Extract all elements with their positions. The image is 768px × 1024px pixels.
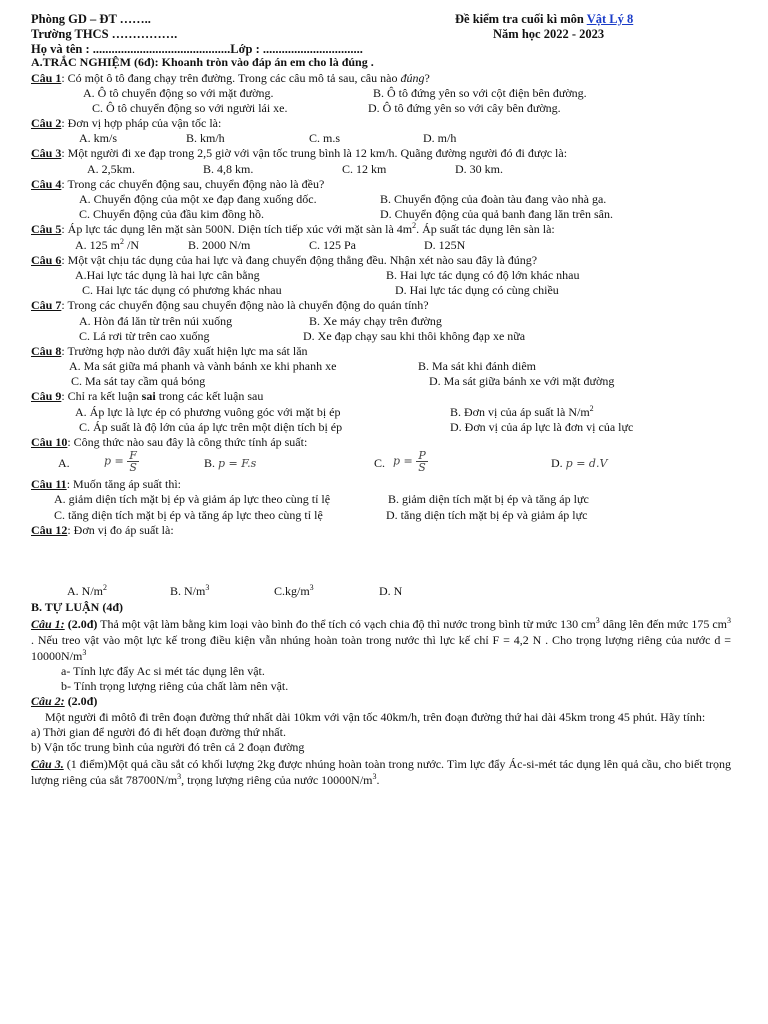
- options-row: [31, 359, 731, 374]
- question-3: [31, 146, 731, 161]
- option-c[interactable]: [374, 456, 385, 471]
- option-a[interactable]: A.Hai lực tác dụng là hai lực cân bằng: [75, 267, 260, 282]
- option-d-letter: D.: [551, 456, 563, 471]
- question-number: Câu 5: [31, 222, 62, 237]
- options-row: [31, 420, 731, 435]
- question-number: Câu 3: [31, 146, 62, 161]
- exam-title: [455, 12, 633, 27]
- section-b-title: B. TỰ LUẬN (4đ): [31, 600, 124, 615]
- question-12: [31, 523, 731, 538]
- essay-number: Câu 2:: [31, 694, 65, 708]
- options-row: [31, 131, 731, 146]
- option-c[interactable]: C. Chuyển động của đầu kim đồng hồ.: [79, 207, 264, 222]
- options-row: [31, 238, 731, 253]
- formula-d: p = d.V: [565, 457, 608, 471]
- question-number: Câu 2: [31, 116, 62, 131]
- essay-1-part-a: a- Tính lực đẩy Ac si mét tác dụng lên vật.: [61, 663, 265, 678]
- option-d[interactable]: D. Chuyển động của quả banh đang lăn trên sân.: [380, 207, 613, 222]
- option-a[interactable]: A. km/s: [79, 131, 118, 146]
- question-6: [31, 253, 731, 268]
- option-b-letter: B.: [204, 456, 216, 471]
- essay-2-part-a: a) Thời gian để người đó đi hết đoạn đường thứ nhất.: [31, 725, 286, 740]
- option-c[interactable]: C. m.s: [309, 131, 341, 146]
- options-row: [31, 374, 731, 389]
- question-number: Câu 11: [31, 477, 67, 492]
- formula-c-fraction: [416, 450, 428, 473]
- dept-label: Phòng GD – ĐT ……..: [31, 12, 151, 26]
- superscript: 3: [177, 771, 182, 781]
- superscript: 3: [372, 771, 377, 781]
- question-number: Câu 9: [31, 389, 62, 404]
- question-text: : Trường hợp nào dưới đây xuất hiện lực ma sát lăn: [61, 343, 308, 358]
- option-b[interactable]: B. Chuyển động của đoàn tàu đang vào nhà ga.: [380, 192, 607, 206]
- section-a-title: A.TRẮC NGHIỆM (6đ): Khoanh tròn vào đáp án em cho là đúng .: [31, 55, 374, 69]
- question-text: : Đơn vị đo áp suất là:: [67, 522, 174, 537]
- essay-number: Câu 1:: [31, 616, 65, 631]
- question-number: Câu 8: [31, 343, 62, 358]
- options-row: [31, 584, 731, 599]
- school-label: Trường THCS …………….: [31, 27, 178, 41]
- question-11: [31, 477, 731, 492]
- essay-points: (1 điểm): [63, 756, 108, 771]
- options-row: [31, 86, 731, 101]
- option-d[interactable]: D. Ma sát giữa bánh xe với mặt đường: [429, 374, 615, 389]
- question-emphasis: đúng: [400, 70, 425, 85]
- question-end: ?: [424, 70, 430, 85]
- essay-text: dâng lên đến mức 175 cm: [599, 616, 727, 631]
- essay-text: . Nếu treo vật vào một lực kế trong điều kiện vẫn nhúng hoàn toàn trong nước thì lực kế chỉ F = 4,2 N . Cho trọng lượng riêng của nước d = 10000N/m: [31, 632, 731, 663]
- question-number: Câu 7: [31, 298, 62, 313]
- essay-2-part-b: b) Vận tốc trung bình của người đó trên cả 2 đoạn đường: [31, 740, 305, 755]
- option-b[interactable]: B. Hai lực tác dụng có độ lớn khác nhau: [386, 267, 580, 282]
- superscript: 2: [589, 403, 594, 413]
- options-row: [31, 268, 731, 283]
- question-7: [31, 298, 731, 313]
- option-c[interactable]: C. Ô tô chuyển động so với người lái xe.: [92, 100, 288, 115]
- essay-end: .: [376, 772, 380, 787]
- school-year: Năm học 2022 - 2023: [493, 27, 605, 41]
- question-5: [31, 222, 731, 237]
- option-c[interactable]: C. 125 Pa: [309, 237, 357, 252]
- option-a-text: A. 125 m: [75, 237, 120, 252]
- options-row: [31, 405, 731, 420]
- formula-a-lhs: p =: [104, 454, 124, 468]
- option-b[interactable]: [170, 584, 209, 599]
- essay-text: Một quả cầu sắt có khối lượng 2kg được nhúng hoàn toàn trong nước. Tìm lực đẩy Ác-si-mét tác dụng lên quả cầu, cho biết trọng lượng riêng của sắt 78700N/m: [31, 756, 731, 787]
- question-text: : Một vật chịu tác dụng của hai lực và đang chuyển động thẳng đều. Nhận xét nào sau đây là đúng?: [61, 252, 538, 267]
- formula-b: p = F.s: [218, 457, 257, 471]
- option-d[interactable]: D. 30 km.: [455, 161, 503, 176]
- question-bold-word: sai: [141, 389, 156, 404]
- option-b[interactable]: B. Xe máy chạy trên đường: [309, 313, 442, 328]
- essay-1-part-b: b- Tính trọng lượng riêng của chất làm nên vật.: [61, 678, 289, 693]
- option-a[interactable]: A. Ô tô chuyển động so với mặt đường.: [83, 85, 274, 100]
- option-d[interactable]: D. tăng diện tích mặt bị ép và giảm áp lực: [386, 507, 588, 522]
- question-number: Câu 10: [31, 435, 68, 449]
- question-10: [31, 435, 731, 450]
- options-row-formulas: [31, 450, 731, 477]
- question-end: trong các kết luận sau: [155, 389, 264, 404]
- options-row: [31, 314, 731, 329]
- formula-a-fraction: [127, 450, 139, 473]
- options-row: [31, 162, 731, 177]
- name-class-line: Họ và tên : ............................................Lớp : ................................: [31, 42, 363, 56]
- question-text: : Một người đi xe đạp trong 2,5 giờ với vận tốc trung bình là 12 km/h. Quãng đường người đó đi được là:: [61, 146, 568, 161]
- formula-a-denominator: S: [129, 461, 137, 475]
- essay-question-3: [31, 756, 731, 788]
- superscript: 3: [727, 615, 731, 625]
- formula-c-numerator: P: [416, 450, 428, 462]
- option-d[interactable]: D. m/h: [423, 131, 457, 146]
- exam-title-prefix: Đề kiểm tra cuối kì môn: [455, 12, 587, 26]
- option-d[interactable]: D. 125N: [424, 237, 466, 252]
- essay-text: Thả một vật làm bằng kim loại vào bình đo thể tích có vạch chia độ thì nước trong bình từ mức 130 cm: [97, 616, 596, 631]
- option-c-letter: C.: [374, 456, 386, 471]
- superscript: 2: [412, 221, 417, 231]
- options-row: [31, 207, 731, 222]
- question-text: : Trong các chuyển động sau, chuyển động nào là đều?: [61, 176, 325, 191]
- superscript: 3: [595, 615, 600, 625]
- formula-a: [104, 450, 139, 473]
- question-number: Câu 6: [31, 252, 62, 267]
- option-a[interactable]: [75, 238, 139, 253]
- question-text: : Trong các chuyển động sau chuyển động nào là chuyển động do quán tính?: [61, 298, 429, 313]
- option-b[interactable]: B. Ma sát khi đánh diêm: [418, 359, 536, 374]
- option-c[interactable]: C. tăng diện tích mặt bị ép và tăng áp lực theo cùng tỉ lệ: [54, 507, 323, 522]
- question-number: Câu 12: [31, 522, 68, 537]
- option-a-tail: /N: [124, 237, 139, 252]
- options-row: [31, 329, 731, 344]
- essay-points: (2.0đ): [64, 694, 98, 708]
- superscript: 2: [120, 236, 124, 246]
- question-number: Câu 1: [31, 70, 62, 85]
- options-row: [31, 101, 731, 116]
- option-b[interactable]: [204, 456, 256, 471]
- option-d[interactable]: D. N: [379, 583, 403, 598]
- question-9: [31, 389, 731, 404]
- header-row-1: [31, 12, 731, 27]
- option-b[interactable]: B. giảm diện tích mặt bị ép và tăng áp lực: [388, 492, 589, 507]
- essay-points: (2.0đ): [64, 616, 98, 631]
- option-c[interactable]: [274, 584, 314, 599]
- question-text: : Muốn tăng áp suất thì:: [66, 477, 182, 492]
- option-a[interactable]: A. Áp lực là lực ép có phương vuông góc với mặt bị ép: [75, 404, 341, 419]
- superscript: 3: [82, 647, 87, 657]
- options-row: [31, 508, 731, 523]
- essay-question-2-header: [31, 694, 731, 709]
- option-a-letter: A.: [58, 456, 70, 471]
- question-4: [31, 177, 731, 192]
- option-a[interactable]: A. 2,5km.: [87, 161, 135, 176]
- option-b-text: B. N/m: [170, 583, 206, 598]
- option-c[interactable]: C. 12 km: [342, 161, 387, 176]
- question-8: [31, 344, 731, 359]
- exam-subject-link[interactable]: Vật Lý 8: [586, 12, 634, 26]
- option-c[interactable]: C. Ma sát tay cầm quả bóng: [71, 374, 206, 389]
- option-b[interactable]: B. Ô tô đứng yên so với cột điện bên đường.: [373, 85, 587, 100]
- exam-page: [31, 12, 731, 788]
- superscript: 3: [205, 582, 210, 592]
- question-text: : Áp lực tác dụng lên mặt sàn 500N. Diện tích tiếp xúc với mặt sàn là 4m: [61, 222, 413, 237]
- essay-text: , trọng lượng riêng của nước 10000N/m: [181, 772, 373, 787]
- question-text: : Đơn vị hợp pháp của vận tốc là:: [61, 116, 222, 131]
- question-2: [31, 116, 731, 131]
- option-a[interactable]: [67, 584, 107, 599]
- essay-question-2-text: Một người đi môtô đi trên đoạn đường thứ nhất dài 10km với vận tốc 40km/h, trên đoạn đường thứ hai dài 45km trong 45 phút. Hãy tính:: [45, 710, 706, 725]
- formula-a-numerator: F: [129, 449, 137, 463]
- option-c[interactable]: C. Hai lực tác dụng có phương khác nhau: [82, 283, 282, 298]
- answer-space: [31, 538, 731, 584]
- superscript: 3: [309, 582, 314, 592]
- question-number: Câu 4: [31, 176, 62, 191]
- options-row: [31, 192, 731, 207]
- option-c[interactable]: C. Lá rơi từ trên cao xuống: [79, 328, 210, 343]
- essay-question-1: [31, 616, 731, 664]
- question-1: [31, 71, 731, 86]
- option-d[interactable]: D. Hai lực tác dụng có cùng chiều: [395, 283, 559, 298]
- option-a[interactable]: A. Hòn đá lăn từ trên núi xuống: [79, 313, 233, 328]
- option-d[interactable]: [551, 456, 607, 471]
- question-text: : Công thức nào sau đây là công thức tính áp suất:: [67, 435, 308, 449]
- option-a[interactable]: A. Chuyển động của một xe đạp đang xuống dốc.: [79, 192, 317, 206]
- option-b[interactable]: B. km/h: [186, 131, 225, 146]
- option-c-text: C.kg/m: [274, 583, 310, 598]
- superscript: 2: [103, 582, 107, 592]
- option-b[interactable]: [450, 405, 594, 420]
- option-d[interactable]: D. Ô tô đứng yên so với cây bên đường.: [368, 100, 561, 115]
- essay-number: Câu 3.: [31, 756, 64, 771]
- option-a[interactable]: A. giảm diện tích mặt bị ép và giảm áp lực theo cùng tỉ lệ: [54, 492, 331, 507]
- option-b[interactable]: B. 2000 N/m: [188, 237, 251, 252]
- option-b-text: B. Đơn vị của áp suất là N/m: [450, 404, 590, 419]
- option-c[interactable]: C. Áp suất là độ lớn của áp lực trên một diện tích bị ép: [79, 419, 343, 434]
- options-row: [31, 492, 731, 507]
- option-b[interactable]: B. 4,8 km.: [203, 161, 254, 176]
- options-row: [31, 283, 731, 298]
- formula-c: [393, 450, 428, 473]
- option-d[interactable]: D. Đơn vị của áp lực là đơn vị của lực: [450, 419, 634, 434]
- formula-c-denominator: S: [418, 461, 426, 475]
- question-end: . Áp suất tác dụng lên sàn là:: [416, 222, 555, 237]
- question-text: : Có một ô tô đang chạy trên đường. Trong các câu mô tả sau, câu nào: [61, 70, 401, 85]
- question-text: : Chỉ ra kết luận: [61, 389, 142, 404]
- header-row-2: [31, 27, 731, 42]
- formula-c-lhs: p =: [393, 454, 413, 468]
- option-a-text: A. N/m: [67, 583, 103, 598]
- option-a[interactable]: [58, 456, 70, 471]
- option-d[interactable]: D. Xe đạp chạy sau khi thôi không đạp xe nữa: [303, 328, 526, 343]
- option-a[interactable]: A. Ma sát giữa má phanh và vành bánh xe khi phanh xe: [69, 359, 337, 374]
